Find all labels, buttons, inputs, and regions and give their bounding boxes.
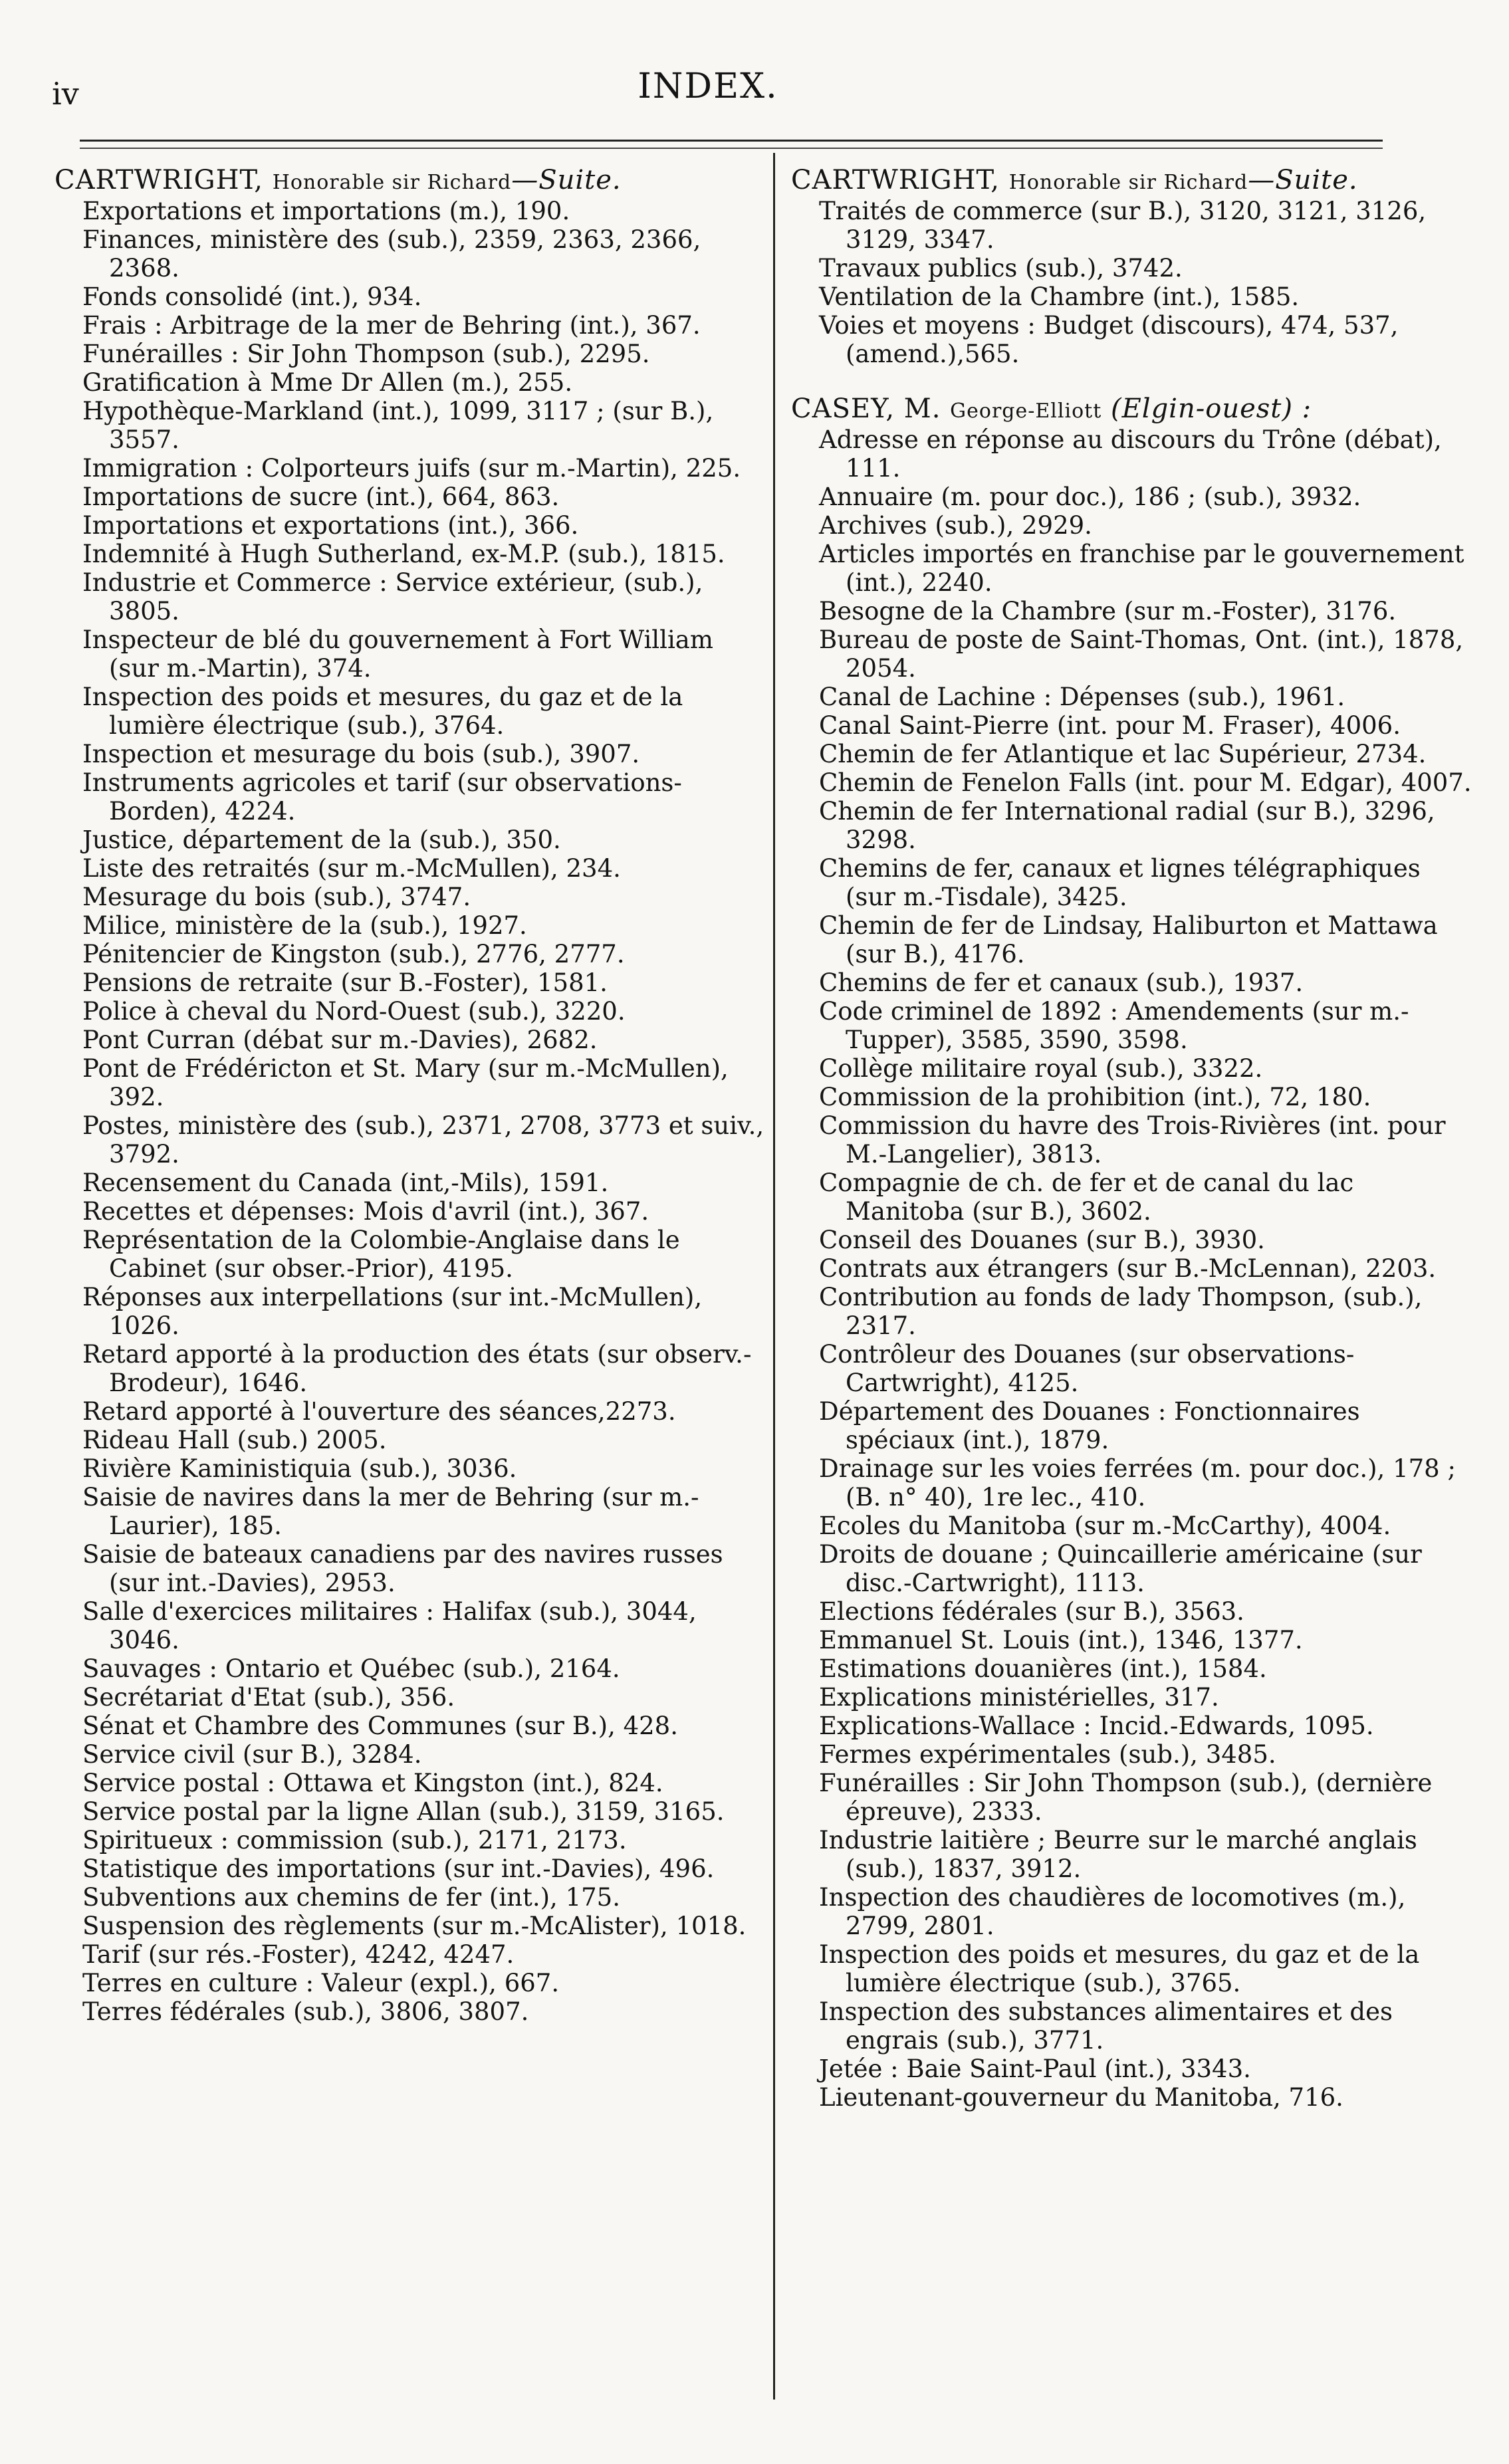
index-entry: Saisie de navires dans la mer de Behring (sur m.-Laurier), 185. bbox=[82, 1483, 699, 1540]
index-entry: Milice, ministère de la (sub.), 1927. bbox=[82, 911, 527, 940]
index-entry: Inspection des poids et mesures, du gaz et de la lumière électrique (sub.), 3764. bbox=[82, 683, 683, 740]
index-entry: Subventions aux chemins de fer (int.), 175. bbox=[82, 1883, 620, 1912]
index-entry: Inspection et mesurage du bois (sub.), 3907. bbox=[82, 740, 640, 768]
heading-suffix: —Suite. bbox=[1248, 165, 1358, 195]
index-entry: Service postal par la ligne Allan (sub.), 3159, 3165. bbox=[82, 1797, 725, 1826]
heading-name: CARTWRIGHT, bbox=[791, 165, 1000, 195]
index-entry: Funérailles : Sir John Thompson (sub.), 2295. bbox=[82, 340, 650, 368]
index-entry: Chemins de fer, canaux et lignes télégraphiques (sur m.-Tisdale), 3425. bbox=[819, 854, 1421, 911]
page-header bbox=[40, 66, 1376, 120]
index-entry: Pénitencier de Kingston (sub.), 2776, 2777. bbox=[82, 940, 625, 968]
index-entry: Service civil (sur B.), 3284. bbox=[82, 1740, 422, 1769]
index-entry: Ventilation de la Chambre (int.), 1585. bbox=[819, 282, 1300, 311]
index-entry: Fonds consolidé (int.), 934. bbox=[82, 282, 422, 311]
index-entry: Droits de douane ; Quincaillerie américaine (sur disc.-Cartwright), 1113. bbox=[819, 1540, 1422, 1597]
index-entry: Secrétariat d'Etat (sub.), 356. bbox=[82, 1683, 455, 1712]
index-entry: Commission du havre des Trois-Rivières (int. pour M.-Langelier), 3813. bbox=[819, 1111, 1446, 1169]
left-column bbox=[55, 166, 766, 2026]
index-entry: Fermes expérimentales (sub.), 3485. bbox=[819, 1740, 1276, 1769]
index-entry: Terres en culture : Valeur (expl.), 667. bbox=[82, 1969, 560, 1997]
header-rule bbox=[80, 140, 1383, 142]
index-entry: Lieutenant-gouverneur du Manitoba, 716. bbox=[819, 2083, 1343, 2112]
index-entry: Emmanuel St. Louis (int.), 1346, 1377. bbox=[819, 1626, 1303, 1654]
index-entry: Service postal : Ottawa et Kingston (int.), 824. bbox=[82, 1769, 663, 1797]
index-entry: Mesurage du bois (sub.), 3747. bbox=[82, 883, 471, 911]
left-entries-list bbox=[55, 197, 766, 2026]
entry-heading-cartwright bbox=[55, 166, 766, 197]
heading-riding: (Elgin-ouest) : bbox=[1110, 393, 1312, 424]
index-entry: Gratification à Mme Dr Allen (m.), 255. bbox=[82, 368, 573, 397]
heading-honorific: Honorable sir Richard bbox=[1008, 171, 1248, 194]
page-title: INDEX. bbox=[638, 66, 778, 106]
index-entry: Tarif (sur rés.-Foster), 4242, 4247. bbox=[82, 1940, 515, 1969]
header-rule-secondary bbox=[80, 148, 1383, 149]
index-entry: Représentation de la Colombie-Anglaise dans le Cabinet (sur obser.-Prior), 4195. bbox=[82, 1226, 680, 1283]
index-entry: Pensions de retraite (sur B.-Foster), 1581. bbox=[82, 968, 608, 997]
index-entry: Chemin de fer International radial (sur B.), 3296, 3298. bbox=[819, 797, 1435, 854]
index-entry: Inspection des substances alimentaires et des engrais (sub.), 3771. bbox=[819, 1997, 1393, 2055]
heading-suffix: —Suite. bbox=[511, 165, 622, 195]
heading-name: CASEY, M. bbox=[791, 393, 941, 424]
index-entry: Commission de la prohibition (int.), 72, 180. bbox=[819, 1083, 1371, 1111]
index-entry: Retard apporté à la production des états (sur observ.-Brodeur), 1646. bbox=[82, 1340, 752, 1397]
index-entry: Chemin de fer Atlantique et lac Supérieur, 2734. bbox=[819, 740, 1427, 768]
entry-heading-cartwright-cont bbox=[791, 166, 1476, 197]
index-entry: Industrie laitière ; Beurre sur le marché anglais (sub.), 1837, 3912. bbox=[819, 1826, 1417, 1883]
heading-name: CARTWRIGHT, bbox=[55, 165, 263, 195]
index-entry: Ecoles du Manitoba (sur m.-McCarthy), 4004. bbox=[819, 1512, 1391, 1540]
index-entry: Code criminel de 1892 : Amendements (sur m.-Tupper), 3585, 3590, 3598. bbox=[819, 997, 1409, 1054]
index-entry: Postes, ministère des (sub.), 2371, 2708, 3773 et suiv., 3792. bbox=[82, 1111, 764, 1169]
index-entry: Immigration : Colporteurs juifs (sur m.-Martin), 225. bbox=[82, 454, 741, 483]
column-divider bbox=[773, 153, 775, 2400]
index-entry: Sauvages : Ontario et Québec (sub.), 2164. bbox=[82, 1654, 620, 1683]
heading-given-name: George-Elliott bbox=[950, 399, 1102, 423]
right-column bbox=[791, 166, 1476, 2112]
section-gap bbox=[791, 368, 1476, 395]
entry-heading-casey bbox=[791, 395, 1476, 425]
index-entry: Pont Curran (débat sur m.-Davies), 2682. bbox=[82, 1026, 598, 1054]
index-entry: Besogne de la Chambre (sur m.-Foster), 3176. bbox=[819, 597, 1397, 625]
index-entry: Contrôleur des Douanes (sur observations-Cartwright), 4125. bbox=[819, 1340, 1355, 1397]
index-entry: Compagnie de ch. de fer et de canal du lac Manitoba (sur B.), 3602. bbox=[819, 1169, 1354, 1226]
index-entry: Recettes et dépenses: Mois d'avril (int.), 367. bbox=[82, 1197, 649, 1226]
index-entry: Exportations et importations (m.), 190. bbox=[82, 197, 570, 225]
index-entry: Estimations douanières (int.), 1584. bbox=[819, 1654, 1267, 1683]
index-entry: Articles importés en franchise par le gouvernement (int.), 2240. bbox=[819, 540, 1464, 597]
index-entry: Industrie et Commerce : Service extérieur, (sub.), 3805. bbox=[82, 568, 703, 625]
index-entry: Voies et moyens : Budget (discours), 474, 537, (amend.),565. bbox=[819, 311, 1399, 368]
index-entry: Funérailles : Sir John Thompson (sub.), (dernière épreuve), 2333. bbox=[819, 1769, 1433, 1826]
heading-honorific: Honorable sir Richard bbox=[272, 171, 512, 194]
index-entry: Frais : Arbitrage de la mer de Behring (int.), 367. bbox=[82, 311, 701, 340]
index-entry: Rideau Hall (sub.) 2005. bbox=[82, 1426, 387, 1454]
index-entry: Archives (sub.), 2929. bbox=[819, 511, 1092, 540]
index-entry: Importations et exportations (int.), 366. bbox=[82, 511, 579, 540]
right-entries-list bbox=[791, 197, 1476, 368]
index-entry: Recensement du Canada (int,-Mils), 1591. bbox=[82, 1169, 609, 1197]
casey-entries-list bbox=[791, 425, 1476, 2112]
index-entry: Contribution au fonds de lady Thompson, (sub.), 2317. bbox=[819, 1283, 1423, 1340]
page-number: iv bbox=[52, 76, 79, 112]
index-entry: Instruments agricoles et tarif (sur observations-Borden), 4224. bbox=[82, 768, 682, 826]
index-entry: Adresse en réponse au discours du Trône (débat), 111. bbox=[819, 425, 1442, 483]
index-entry: Conseil des Douanes (sur B.), 3930. bbox=[819, 1226, 1265, 1254]
index-entry: Salle d'exercices militaires : Halifax (sub.), 3044, 3046. bbox=[82, 1597, 697, 1654]
index-entry: Sénat et Chambre des Communes (sur B.), 428. bbox=[82, 1712, 678, 1740]
index-entry: Police à cheval du Nord-Ouest (sub.), 3220. bbox=[82, 997, 626, 1026]
index-entry: Hypothèque-Markland (int.), 1099, 3117 ; (sur B.), 3557. bbox=[82, 397, 714, 454]
index-entry: Annuaire (m. pour doc.), 186 ; (sub.), 3932. bbox=[819, 483, 1361, 511]
index-entry: Pont de Frédéricton et St. Mary (sur m.-McMullen), 392. bbox=[82, 1054, 729, 1111]
index-entry: Justice, département de la (sub.), 350. bbox=[82, 826, 561, 854]
index-entry: Collège militaire royal (sub.), 3322. bbox=[819, 1054, 1263, 1083]
index-entry: Spiritueux : commission (sub.), 2171, 2173. bbox=[82, 1826, 627, 1854]
index-entry: Indemnité à Hugh Sutherland, ex-M.P. (sub.), 1815. bbox=[82, 540, 725, 568]
index-entry: Contrats aux étrangers (sur B.-McLennan), 2203. bbox=[819, 1254, 1437, 1283]
index-entry: Chemin de fer de Lindsay, Haliburton et Mattawa (sur B.), 4176. bbox=[819, 911, 1438, 968]
index-entry: Explications ministérielles, 317. bbox=[819, 1683, 1219, 1712]
index-entry: Liste des retraités (sur m.-McMullen), 234. bbox=[82, 854, 621, 883]
index-entry: Terres fédérales (sub.), 3806, 3807. bbox=[82, 1997, 529, 2026]
index-entry: Réponses aux interpellations (sur int.-McMullen), 1026. bbox=[82, 1283, 703, 1340]
index-entry: Rivière Kaministiquia (sub.), 3036. bbox=[82, 1454, 517, 1483]
index-entry: Département des Douanes : Fonctionnaires spéciaux (int.), 1879. bbox=[819, 1397, 1360, 1454]
index-entry: Retard apporté à l'ouverture des séances,2273. bbox=[82, 1397, 676, 1426]
index-entry: Inspecteur de blé du gouvernement à Fort William (sur m.-Martin), 374. bbox=[82, 625, 713, 683]
index-entry: Chemins de fer et canaux (sub.), 1937. bbox=[819, 968, 1304, 997]
index-entry: Explications-Wallace : Incid.-Edwards, 1095. bbox=[819, 1712, 1374, 1740]
index-entry: Inspection des poids et mesures, du gaz et de la lumière électrique (sub.), 3765. bbox=[819, 1940, 1420, 1997]
index-entry: Drainage sur les voies ferrées (m. pour doc.), 178 ; (B. n° 40), 1re lec., 410. bbox=[819, 1454, 1456, 1512]
index-entry: Travaux publics (sub.), 3742. bbox=[819, 254, 1183, 282]
index-entry: Inspection des chaudières de locomotives (m.), 2799, 2801. bbox=[819, 1883, 1406, 1940]
index-entry: Finances, ministère des (sub.), 2359, 2363, 2366, 2368. bbox=[82, 225, 701, 282]
index-entry: Saisie de bateaux canadiens par des navires russes (sur int.-Davies), 2953. bbox=[82, 1540, 723, 1597]
index-entry: Traités de commerce (sur B.), 3120, 3121, 3126, 3129, 3347. bbox=[819, 197, 1427, 254]
index-entry: Importations de sucre (int.), 664, 863. bbox=[82, 483, 560, 511]
index-entry: Bureau de poste de Saint-Thomas, Ont. (int.), 1878, 2054. bbox=[819, 625, 1464, 683]
index-entry: Statistique des importations (sur int.-Davies), 496. bbox=[82, 1854, 715, 1883]
index-entry: Canal Saint-Pierre (int. pour M. Fraser), 4006. bbox=[819, 711, 1401, 740]
index-entry: Chemin de Fenelon Falls (int. pour M. Edgar), 4007. bbox=[819, 768, 1472, 797]
index-entry: Suspension des règlements (sur m.-McAlister), 1018. bbox=[82, 1912, 747, 1940]
index-entry: Canal de Lachine : Dépenses (sub.), 1961. bbox=[819, 683, 1345, 711]
index-entry: Jetée : Baie Saint-Paul (int.), 3343. bbox=[819, 2055, 1251, 2083]
index-entry: Elections fédérales (sur B.), 3563. bbox=[819, 1597, 1244, 1626]
